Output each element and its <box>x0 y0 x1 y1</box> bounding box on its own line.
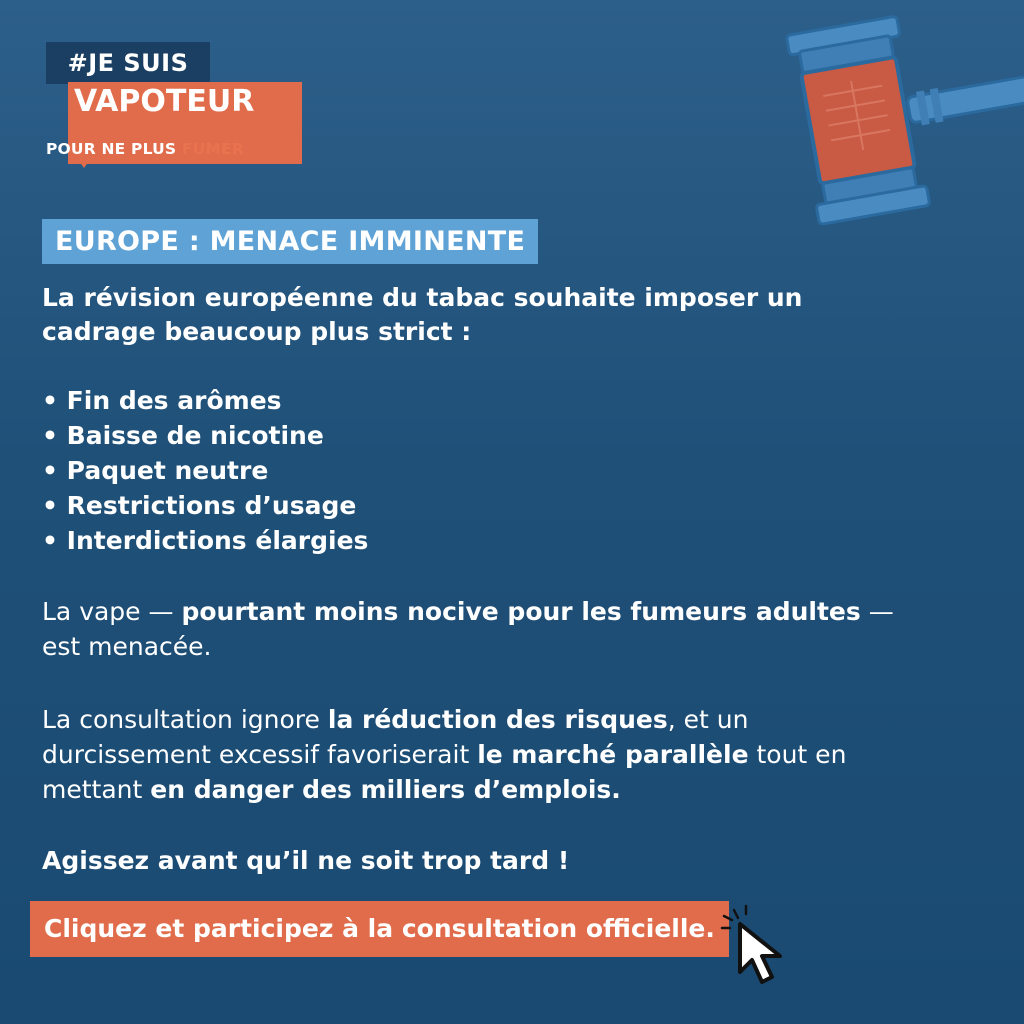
para1-line-1 <box>42 594 962 629</box>
para2-line-2 <box>42 737 962 772</box>
bullet-item: • Paquet neutre <box>42 456 269 485</box>
para2-l1-bold: la réduction des risques <box>327 705 668 734</box>
call-to-action-text: Agissez avant qu’il ne soit trop tard ! <box>42 846 570 875</box>
para1-line-2: est menacée. <box>42 632 212 661</box>
para2-line-3 <box>42 772 962 807</box>
logo-tagline <box>46 140 244 158</box>
para2-l3-bold: en danger des milliers d’emplois. <box>150 775 621 804</box>
para2-l2-pre: durcissement excessif favoriserait <box>42 740 478 769</box>
logo-tagline-prefix: POUR NE PLUS <box>46 140 177 158</box>
para2-l1-post: , et un <box>667 705 749 734</box>
bullet-item: • Fin des arômes <box>42 386 282 415</box>
para2-l3-pre: mettant <box>42 775 151 804</box>
intro-line-2: cadrage beaucoup plus strict : <box>42 317 472 346</box>
gavel-icon <box>770 10 1024 225</box>
logo-hashtag: #JE SUIS <box>46 42 210 84</box>
logo-tagline-accent: FUMER <box>181 140 244 158</box>
section-heading: EUROPE : MENACE IMMINENTE <box>42 219 538 264</box>
para2-l2-post: tout en <box>748 740 847 769</box>
consultation-button[interactable]: Cliquez et participez à la consultation officielle. <box>30 901 729 957</box>
para2-l1-pre: La consultation ignore <box>42 705 328 734</box>
logo-main-word: VAPOTEUR <box>68 82 302 164</box>
para1-bold: pourtant moins nocive pour les fumeurs adultes <box>181 597 861 626</box>
para2-line-1 <box>42 702 962 737</box>
intro-line-1: La révision européenne du tabac souhaite imposer un <box>42 283 803 312</box>
bullet-item: • Baisse de nicotine <box>42 421 324 450</box>
para1-post: — <box>860 597 894 626</box>
para2-l2-bold: le marché parallèle <box>477 740 749 769</box>
bullet-item: • Restrictions d’usage <box>42 491 357 520</box>
bullet-item: • Interdictions élargies <box>42 526 369 555</box>
cursor-click-icon <box>720 902 810 992</box>
para1-pre: La vape — <box>42 597 182 626</box>
